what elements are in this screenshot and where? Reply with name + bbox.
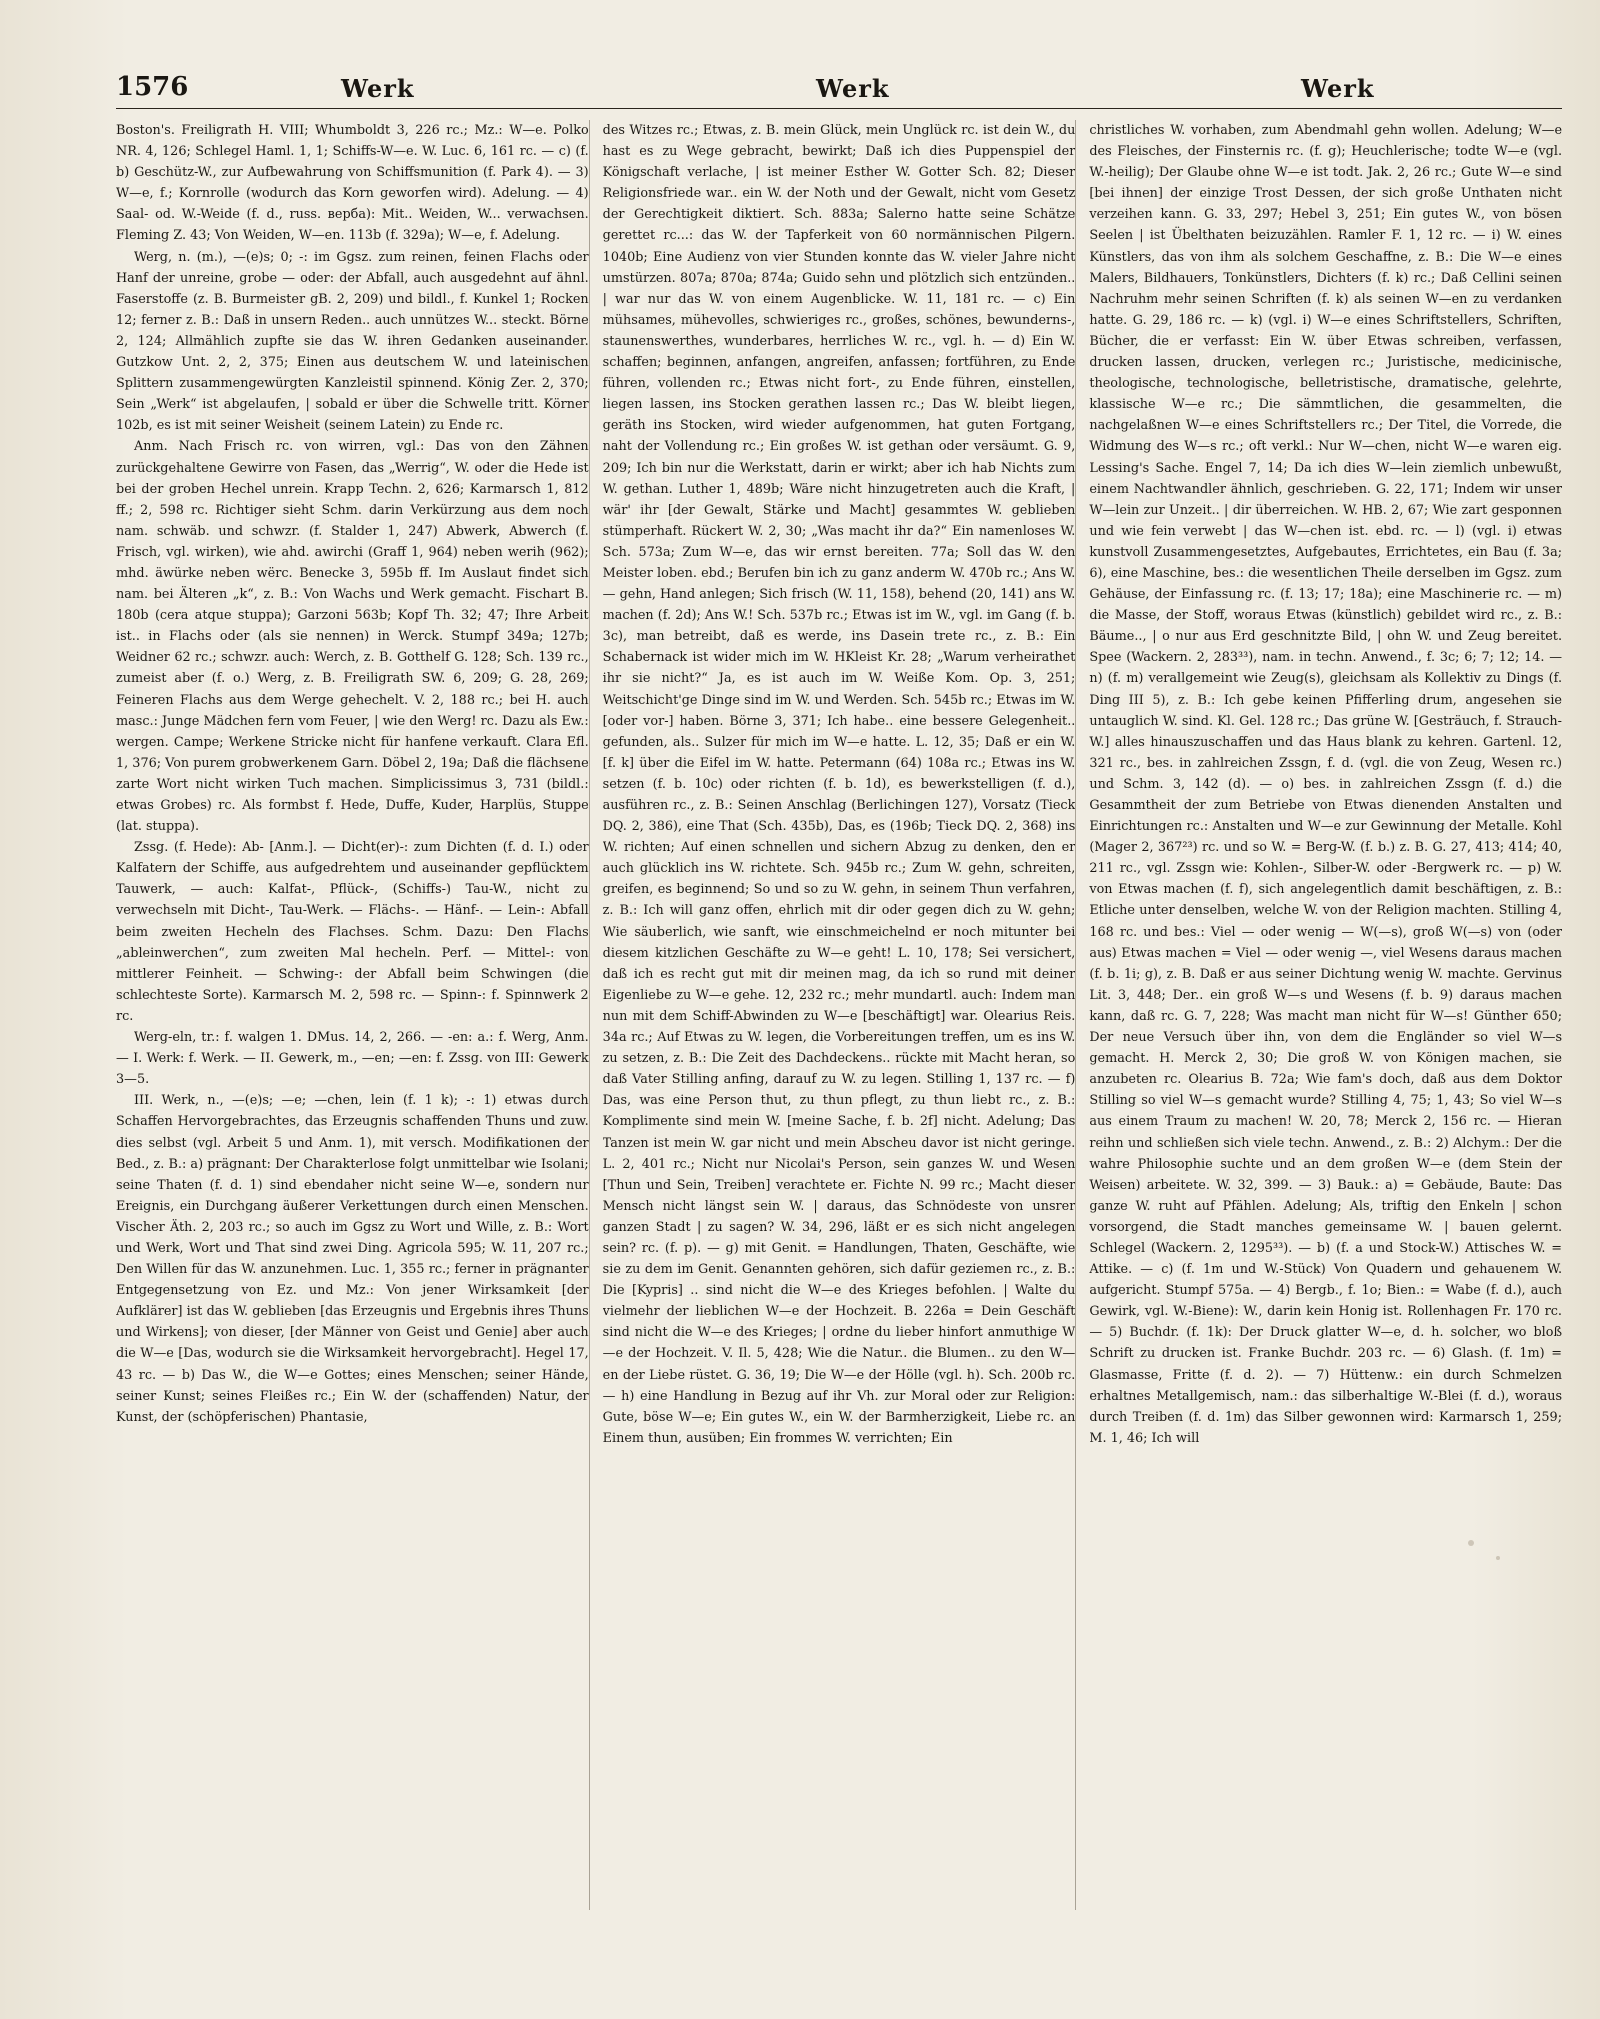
text-columns — [116, 120, 1562, 1910]
entry-paragraph: christliches W. vorhaben, zum Abendmahl gehn wollen. Adelung; W—e des Fleisches, der Finsternis rc. (f. g); Heuchlerische; todte W—e (vgl. W.-heilig); Der Glaube ohne W—e ist todt. Jak. 2, 26 rc.; Gute W—e sind [bei ihnen] der einzige Trost Dessen, der sich große Unthaten nicht verzeihen kann. G. 33, 297; Hebel 3, 251; Ein gutes W., von bösen Seelen | ist Übelthaten beizuzählen. Ramler F. 1, 12 rc. — i) W. eines Künstlers, das von ihm als solchem Geschaffne, z. B.: Die W—e eines Malers, Bildhauers, Tonkünstlers, Dichters (f. k) rc.; Daß Cellini seinen Nachruhm mehr seinen Schriften (f. k) als seinen W—en zu verdanken hatte. G. 29, 186 rc. — k) (vgl. i) W—e eines Schriftstellers, Schriften, Bücher, die er verfasst: Ein W. über Etwas schreiben, verfassen, drucken lassen, drucken, verlegen rc.; Juristische, medicinische, theologische, technologische, belletristische, dramatische, gelehrte, klassische W—e rc.; Die sämmtlichen, die gesammelten, die nachgelaßnen W—e eines Schriftstellers rc.; Der Titel, die Vorrede, die Widmung des W—s rc.; oft verkl.: Nur W—chen, nicht W—e waren eig. Lessing's Sache. Engel 7, 14; Da ich dies W—lein ziemlich unbewußt, einem Nachtwandler ähnlich, geschrieben. G. 22, 171; Indem wir unser W—lein zur Unzeit.. | dir überreichen. W. HB. 2, 67; Wie zart gesponnen und wie fein verwebt | das W—chen ist. ebd. rc. — l) (vgl. i) etwas kunstvoll Zusammengesetztes, Aufgebautes, Errichtetes, ein Bau (f. 3a; 6), eine Maschine, bes.: die wesentlichen Theile derselben im Ggsz. zum Gehäuse, der Einfassung rc. (f. 13; 17; 18a); eine Maschinerie rc. — m) die Masse, der Stoff, woraus Etwas (künstlich) gebildet wird rc., z. B.: Bäume.., | o nur aus Erd geschnitzte Bild, | ohn W. und Zeug bereitet. Spee (Wackern. 2, 283³³), nam. in techn. Anwend., f. 3c; 6; 7; 12; 14. — n) (f. m) verallgemeint wie Zeug(s), gleichsam als Kollektiv zu Dings (f. Ding III 5), z. B.: Ich gebe keinen Pfifferling drum, angesehen sie untauglich W. sind. Kl. Gel. 128 rc.; Das grüne W. [Gesträuch, f. Strauch-W.] alles hinauszuschaffen und das Haus blank zu kehren. Gartenl. 12, 321 rc., bes. in zahlreichen Zssgn, f. d. (vgl. die von Zeug, Wesen rc.) und Schm. 3, 142 (d). — o) bes. in zahlreichen Zssgn (f. d.) die Gesammtheit der zum Betriebe von Etwas dienenden Anstalten und Einrichtungen rc.: Anstalten und W—e zur Gewinnung der Metalle. Kohl (Mager 2, 367²³) rc. und so W. = Berg-W. (f. b.) z. B. G. 27, 413; 414; 40, 211 rc., vgl. Zssgn wie: Kohlen-, Silber-W. oder -Bergwerk rc. — p) W. von Etwas machen (f. f), sich angelegentlich damit beschäftigen, z. B.: Etliche unter denselben, welche W. von der Religion machten. Stilling 4, 168 rc. und bes.: Viel — oder wenig — W(—s), groß W(—s) von (oder aus) Etwas machen = Viel — oder wenig —, viel Wesens daraus machen (f. b. 1i; g), z. B. Daß er aus seiner Dichtung wenig W. machte. Gervinus Lit. 3, 448; Der.. ein groß W—s und Wesens (f. b. 9) daraus machen kann, daß rc. G. 7, 228; Was macht man nicht für W—s! Günther 650; Der neue Versuch über ihn, von dem die Engländer so viel W—s gemacht. H. Merck 2, 30; Die groß W. von Königen machen, sie anzubeten rc. Olearius B. 72a; Wie fam's doch, daß aus dem Doktor Stilling so viel W—s gemacht wurde? Stilling 4, 75; 1, 43; So viel W—s aus einem Traum zu machen! W. 20, 78; Merck 2, 156 rc. — Hieran reihn und schließen sich viele techn. Anwend., z. B.: 2) Alchym.: Der die wahre Philosophie suchte und an dem großen W—e (dem Stein der Weisen) arbeitete. W. 32, 399. — 3) Bauk.: a) = Gebäude, Baute: Das ganze W. ruht auf Pfählen. Adelung; Als, triftig den Enkeln | schon vorsorgend, die Stadt manches gemeinsame W. | bauen gelernt. Schlegel (Wackern. 2, 1295³³). — b) (f. a und Stock-W.) Attisches W. = Attike. — c) (f. 1m und W.-Stück) Von Quadern und gehauenem W. aufgericht. Stumpf 575a. — 4) Bergb., f. 1o; Bien.: = Wabe (f. d.), auch Gewirk, vgl. W.-Biene): W., darin kein Honig ist. Rollenhagen Fr. 170 rc. — 5) Buchdr. (f. 1k): Der Druck glatter W—e, d. h. solcher, wo bloß Schrift zu drucken ist. Franke Buchdr. 203 rc. — 6) Glash. (f. 1m) = Glasmasse, Fritte (f. d. 2). — 7) Hüttenw.: ein durch Schmelzen erhaltnes Metallgemisch, nam.: das silberhaltige W.-Blei (f. d.), woraus durch Treiben (f. d. 1m) das Silber gewonnen wird: Karmarsch 1, 259; M. 1, 46; Ich will — [1089, 123, 1563, 1446]
page-number: 1576 — [116, 72, 189, 102]
entry-compounds: Zssg. (f. Hede): Ab- [Anm.]. — Dicht(er)-: zum Dichten (f. d. I.) oder Kalfatern der Schiffe, aus aufgedrehtem und auseinander gepflücktem Tauwerk, — auch: Kalfat-, Pflück-, (Schiffs-) Tau-W., nicht zu verwechseln mit Dicht-, Tau-Werk. — Flächs-. — Hänf-. — Lein-: Abfall beim zweiten Hecheln des Flachses. Schm. Dazu: Den Flachs „ableinwerchen“, zum zweiten Mal hecheln. Perf. — Mittel-: von mittlerer Feinheit. — Schwing-: der Abfall beim Schwingen (die schlechteste Sorte). Karmarsch M. 2, 598 rc. — Spinn-: f. Spinnwerk 2 rc. — [116, 840, 589, 1024]
paper-stain — [1496, 1556, 1500, 1560]
paper-stain — [1468, 1540, 1474, 1546]
header-rule — [116, 108, 1562, 109]
column-left — [116, 120, 589, 1910]
column-middle — [603, 120, 1076, 1910]
entry-paragraph: des Witzes rc.; Etwas, z. B. mein Glück, mein Unglück rc. ist dein W., du hast es zu Wege gebracht, bewirkt; Daß ich dies Puppenspiel der Königschaft verlache, | ist meiner Esther W. Gotter Sch. 82; Dieser Religionsfriede war.. ein W. der Noth und der Gewalt, nicht vom Gesetz der Gerechtigkeit diktiert. Sch. 883a; Salerno hatte seine Schätze gerettet rc...: das W. der Tapferkeit von 60 normännischen Pilgern. 1040b; Eine Audienz von vier Stunden konnte das W. vieler Jahre nicht umstürzen. 807a; 870a; 874a; Guido sehn und plötzlich sich entzünden.. | war nur das W. von einem Augenblicke. W. 11, 181 rc. — c) Ein mühsames, mühevolles, schwieriges rc., großes, schönes, bewunderns-, staunenswerthes, wunderbares, herrliches W. rc., vgl. h. — d) Ein W. schaffen; beginnen, anfangen, angreifen, anfassen; fortführen, zu Ende führen, vollenden rc.; Etwas nicht fort-, zu Ende führen, einstellen, liegen lassen, ins Stocken gerathen lassen rc.; Das W. bleibt liegen, geräth ins Stocken, wird wieder aufgenommen, hat guten Fortgang, naht der Vollendung rc.; Ein großes W. ist gethan oder versäumt. G. 9, 209; Ich bin nur die Werkstatt, darin er wirkt; aber ich hab Nichts zum W. gethan. Luther 1, 489b; Wäre nicht hinzugetreten auch die Kraft, | wär' ihr [der Gewalt, Stärke und Macht] gesammtes W. geblieben stümperhaft. Rückert W. 2, 30; „Was macht ihr da?“ Ein namenloses W. Sch. 573a; Zum W—e, das wir ernst bereiten. 77a; Soll das W. den Meister loben. ebd.; Berufen bin ich zu ganz anderm W. 470b rc.; Ans W. — gehn, Hand anlegen; Sich frisch (W. 11, 158), behend (20, 141) ans W. machen (f. 2d); Ans W.! Sch. 537b rc.; Etwas ist im W., vgl. im Gang (f. b. 3c), man betreibt, daß es werde, ins Dasein trete rc., z. B.: Ein Schabernack ist wider mich im W. HKleist Kr. 28; „Warum verheirathet ihr sie nicht?“ Ja, es ist auch im W. Weiße Kom. Op. 3, 251; Weitschicht'ge Dinge sind im W. und Werden. Sch. 545b rc.; Etwas im W. [oder vor-] haben. Börne 3, 371; Ich habe.. eine bessere Gelegenheit.. gefunden, als.. Sulzer für mich im W—e hatte. L. 12, 35; Daß er ein W. [f. k] über die Eifel im W. hatte. Petermann (64) 108a rc.; Etwas ins W. setzen (f. b. 10c) oder richten (f. b. 1d), es bewerkstelligen (f. d.), ausführen rc., z. B.: Seinen Anschlag (Berlichingen 127), Vorsatz (Tieck DQ. 2, 386), eine That (Sch. 435b), Das, es (196b; Tieck DQ. 2, 368) ins W. richten; Auf einen schnellen und sichern Abzug zu denken, den er auch glücklich ins W. richtete. Sch. 945b rc.; Zum W. gehn, schreiten, greifen, es beginnend; So und so zu W. gehn, in seinem Thun verfahren, z. B.: Ich will ganz offen, ehrlich mit dir oder gegen dich zu W. gehn; Wie säuberlich, wie sanft, wie einschmeichelnd er noch mitunter bei diesem kitzlichen Geschäfte zu W—e geht! L. 10, 178; Sei versichert, daß ich es recht gut mit dir meinen mag, da ich so rund mit deiner Eigenliebe zu W—e gehe. 12, 232 rc.; mehr mundartl. auch: Indem man nun mit dem Schiff-Abwinden zu W—e [beschäftigt] war. Olearius Reis. 34a rc.; Auf Etwas zu W. legen, die Vorbereitungen treffen, um es ins W. zu setzen, z. B.: Die Zeit des Dachdeckens.. rückte mit Macht heran, so daß Vater Stilling anfing, darauf zu W. zu legen. Stilling 1, 137 rc. — f) Das, was eine Person thut, zu thun pflegt, zu thun liebt rc., z. B.: Komplimente sind mein W. [meine Sache, f. b. 2f] nicht. Adelung; Das Tanzen ist mein W. gar nicht und mein Abscheu davor ist nicht geringe. L. 2, 401 rc.; Nicht nur Nicolai's Person, sein ganzes W. und Wesen [Thun und Sein, Treiben] verachtete er. Fichte N. 99 rc.; Macht dieser Mensch nicht längst sein W. | daraus, das Schnödeste von unsrer ganzen Stadt | zu sagen? W. 34, 296, läßt er es sich nicht angelegen sein? rc. (f. p). — g) mit Genit. = Handlungen, Thaten, Geschäfte, wie sie zu dem im Genit. Genannten gehören, sich dafür geziemen rc., z. B.: Die [Kypris] .. sind nicht die W—e des Krieges befohlen. | Walte du vielmehr der lieblichen W—e der Hochzeit. B. 226a = Dein Geschäft sind nicht die W—e des Krieges; | ordne du lieber hinfort anmuthige W—e der Hochzeit. V. Il. 5, 428; Wie die Natur.. die Blumen.. zu den W—en der Liebe rüstet. G. 36, 19; Die W—e der Hölle (vgl. h). Sch. 200b rc. — h) eine Handlung in Bezug auf ihr Vh. zur Moral oder zur Religion: Gute, böse W—e; Ein gutes W., ein W. der Barmherzigkeit, Liebe rc. an Einem thun, ausüben; Ein frommes W. verrichten; Ein — [602, 123, 1076, 1446]
column-right — [1089, 120, 1562, 1910]
entry-note: Anm. Nach Frisch rc. von wirren, vgl.: Das von den Zähnen zurückgehaltene Gewirre von Fasen, das „Werrig“, W. oder die Hede ist bei der groben Hechel unrein. Krapp Techn. 2, 626; Karmarsch 1, 812 ff.; 2, 598 rc. Richtiger sieht Schm. darin Verkürzung aus dem noch nam. schwäb. und schwzr. (f. Stalder 1, 247) Abwerk, Abwerch (f. Frisch, vgl. wirken), wie ahd. awirchi (Graff 1, 964) neben werih (962); mhd. äwürke neben wërc. Benecke 3, 595b ff. Im Auslaut findet sich nam. bei Älteren „k“, z. B.: Von Wachs und Werk gemacht. Fischart B. 180b (cera atque stuppa); Garzoni 563b; Kopf Th. 32; 47; Ihre Arbeit ist.. in Flachs oder (als sie nennen) in Werck. Stumpf 349a; 127b; Weidner 62 rc.; schwzr. auch: Werch, z. B. Gotthelf G. 128; Sch. 139 rc., zumeist aber (f. o.) Werg, z. B. Freiligrath SW. 6, 209; G. 28, 269; Feineren Flachs aus dem Werge gehechelt. V. 2, 188 rc.; bei H. auch masc.: Junge Mädchen fern vom Feuer, | wie den Werg! rc. Dazu als Ew.: wergen. Campe; Werkene Stricke nicht für hanfene verkauft. Clara Efl. 1, 376; Von purem grobwerkenem Garn. Döbel 2, 19a; Daß die flächsene zarte Wort nicht wirken Tuch machen. Simplicissimus 3, 731 (bildl.: etwas Grobes) rc. Als formbst f. Hede, Duffe, Kuder, Harplüs, Stuppe (lat. stuppa). — [116, 439, 589, 835]
running-head-right: Werk — [1301, 74, 1375, 103]
entry-werg: Werg, n. (m.), —(e)s; 0; -: im Ggsz. zum reinen, feinen Flachs oder Hanf der unreine, grobe — oder: der Abfall, auch ausgedehnt auf ähnl. Faserstoffe (z. B. Burmeister gB. 2, 209) und bildl., f. Kunkel 1; Rocken 12; ferner z. B.: Daß in unsern Reden.. auch unnützes W... steckt. Börne 2, 124; Allmählich zupfte sie das W. ihren Gedanken auseinander. Gutzkow Unt. 2, 2, 375; Einen aus deutschem W. und lateinischen Splittern zusammengewürgten Kanzleistil spinnend. König Zer. 2, 370; Sein „Werk“ ist abgelaufen, | sobald er über die Schwelle tritt. Körner 102b, es ist mit seiner Weisheit (seinem Latein) zu Ende rc. — [116, 249, 589, 434]
entry-wergeln: Werg-eln, tr.: f. walgen 1. DMus. 14, 2, 266. — -en: a.: f. Werg, Anm. — I. Werk: f. Werk. — II. Gewerk, m., —en; —en: f. Zssg. von III: Gewerk 3—5. — [116, 1030, 589, 1088]
entry-werk-iii: III. Werk, n., —(e)s; —e; —chen, lein (f. 1 k); -: 1) etwas durch Schaffen Hervorgebrachtes, das Erzeugnis schaffenden Thuns und zuw. dies selbst (vgl. Arbeit 5 und Anm. 1), mit versch. Modifikationen der Bed., z. B.: a) prägnant: Der Charakterlose folgt unmittelbar wie Isolani; seine Thaten (f. d. 1) sind ebendaher nicht seine W—e, sondern nur Ereignis, ein Durchgang äußerer Verkettungen durch einen Menschen. Vischer Äth. 2, 203 rc.; so auch im Ggsz zu Wort und Wille, z. B.: Wort und Werk, Wort und That sind zwei Ding. Agricola 595; W. 11, 207 rc.; Den Willen für das W. anzunehmen. Luc. 1, 355 rc.; ferner in prägnanter Entgegensetzung von Ez. und Mz.: Von jener Wirksamkeit [der Aufklärer] ist das W. geblieben [das Erzeugnis und Ergebnis ihres Thuns und Wirkens]; von dieser, [der Männer von Geist und Genie] aber auch die W—e [Das, wodurch sie die Wirksamkeit hervorgebracht]. Hegel 17, 43 rc. — b) Das W., die W—e Gottes; eines Menschen; seiner Hände, seiner Kunst; seines Fleißes rc.; Ein W. der (schaffenden) Natur, der Kunst, der (schöpferischen) Phantasie, — [116, 1093, 589, 1425]
running-head-center: Werk — [816, 74, 890, 103]
page-header — [116, 72, 1562, 108]
running-head-left: Werk — [341, 74, 415, 103]
entry-paragraph: Boston's. Freiligrath H. VIII; Whumboldt 3, 226 rc.; Mz.: W—e. Polko NR. 4, 126; Schlegel Haml. 1, 1; Schiffs-W—e. W. Luc. 6, 161 rc. — c) (f. b) Geschütz-W., zur Aufbewahrung von Schiffsmunition (f. Park 4). — 3) W—e, f.; Kornrolle (wodurch das Korn geworfen wird). Adelung. — 4) Saal- od. W.-Weide (f. d., russ. верба): Mit.. Weiden, W... verwachsen. Fleming Z. 43; Von Weiden, W—en. 113b (f. 329a); W—e, f. Adelung. — [116, 123, 589, 244]
